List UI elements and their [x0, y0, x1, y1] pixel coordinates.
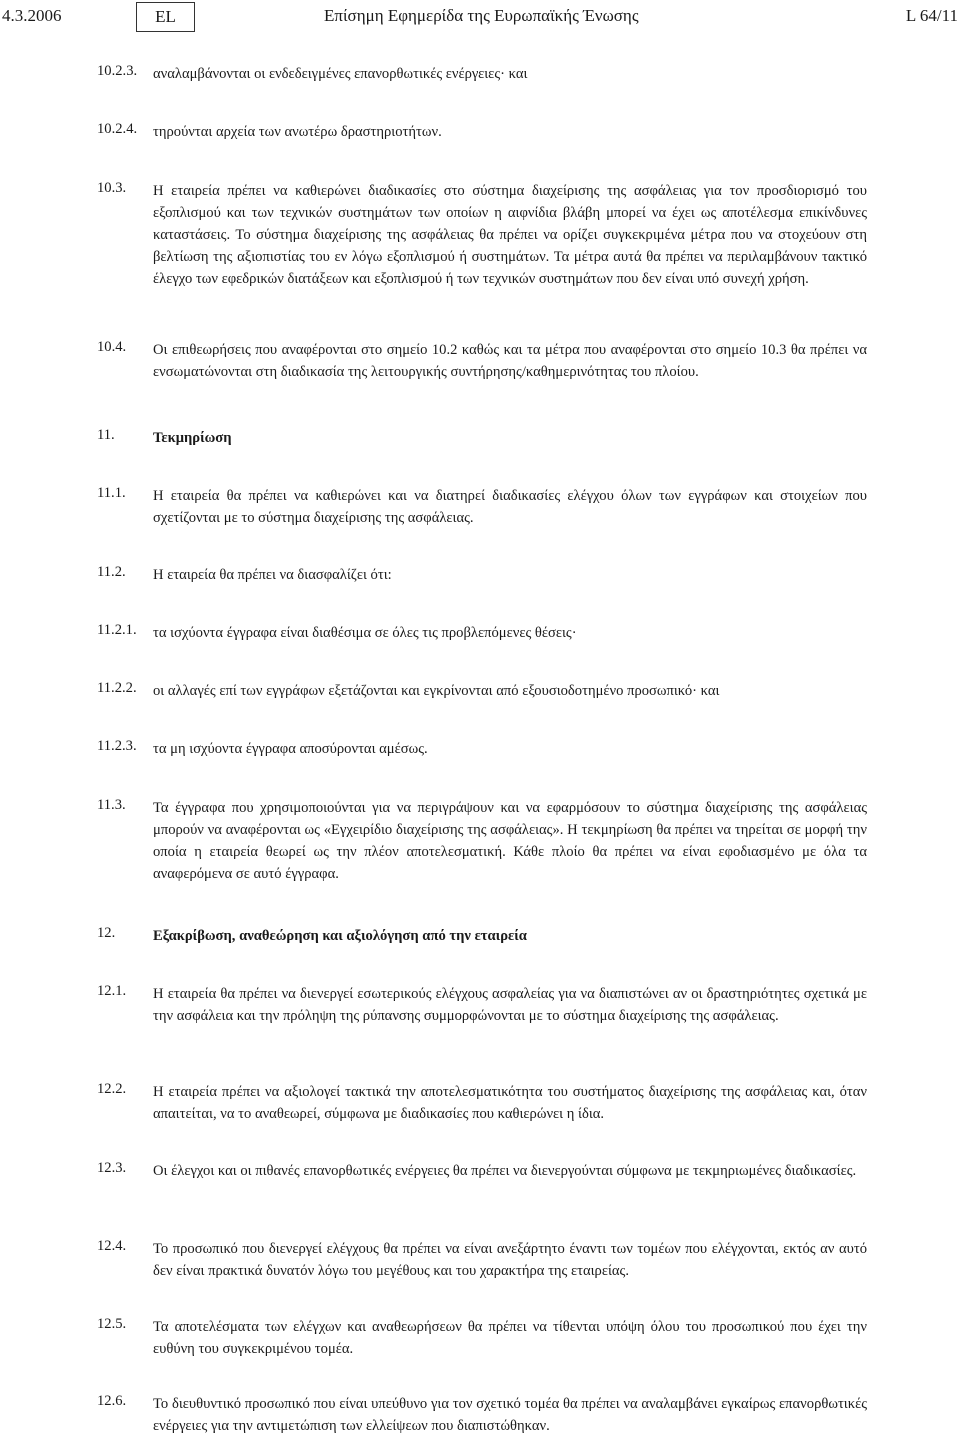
- list-item: [97, 121, 867, 143]
- page-number: L 64/11: [905, 6, 958, 25]
- item-text: Οι επιθεωρήσεις που αναφέρονται στο σημείο 10.2 καθώς και τα μέτρα που αναφέρονται στο σημείο 10.3 θα πρέπει να ενσωματώνονται στη διαδικασία της λειτουργικής συντήρησης/καθημερινότητας του πλοίου.: [153, 342, 867, 380]
- item-number: 11.2.2.: [97, 680, 137, 696]
- list-item: [97, 738, 867, 760]
- item-text: τα ισχύοντα έγγραφα είναι διαθέσιμα σε όλες τις προβλεπόμενες θέσεις·: [153, 625, 577, 641]
- item-number: 11.1.: [97, 485, 126, 501]
- list-item: [97, 797, 867, 885]
- item-text: τα μη ισχύοντα έγγραφα αποσύρονται αμέσως.: [153, 741, 428, 757]
- list-item: [97, 1393, 867, 1437]
- item-number: 11.3.: [97, 797, 126, 813]
- item-text: Τα έγγραφα που χρησιμοποιούνται για να περιγράψουν και να εφαρμόσουν το σύστημα διαχείρισης της ασφάλειας μπορούν να αναφέρονται ως «Εγχειρίδιο διαχείρισης της ασφάλειας». Η τεκμηρίωση θα πρέπει να τηρείται σε μορφή την οποία η εταιρεία θεωρεί ως την πλέον αποτελεσματική. Κάθε πλοίο θα πρέπει να είναι εφοδιασμένο με όλα τα αναφερόμενα σε αυτό έγγραφα.: [153, 800, 867, 882]
- section-heading: [97, 925, 867, 947]
- item-number: 12.6.: [97, 1393, 127, 1409]
- list-item: [97, 63, 867, 85]
- section-title: Εξακρίβωση, αναθεώρηση και αξιολόγηση από την εταιρεία: [153, 928, 527, 944]
- list-item: [97, 1081, 867, 1125]
- journal-title: Επίσημη Εφημερίδα της Ευρωπαϊκής Ένωσης: [324, 6, 639, 25]
- list-item: [97, 1238, 867, 1282]
- item-number: 10.3.: [97, 180, 127, 196]
- publication-date: 4.3.2006: [2, 6, 62, 25]
- item-number: 11.2.1.: [97, 622, 137, 638]
- item-text: Οι έλεγχοι και οι πιθανές επανορθωτικές ενέργειες θα πρέπει να διενεργούνται σύμφωνα με τεκμηριωμένες διαδικασίες.: [153, 1163, 857, 1179]
- item-number: 12.4.: [97, 1238, 127, 1254]
- item-number: 11.2.: [97, 564, 126, 580]
- list-item: [97, 983, 867, 1027]
- item-text: Το προσωπικό που διενεργεί ελέγχους θα πρέπει να είναι ανεξάρτητο έναντι των τομέων που ελέγχονται, εκτός αν αυτό δεν είναι πρακτικά δυνατόν λόγω του μεγέθους και του χαρακτήρα της εταιρείας.: [153, 1241, 867, 1279]
- item-text: Η εταιρεία πρέπει να καθιερώνει διαδικασίες στο σύστημα διαχείρισης της ασφάλειας για τον προσδιορισμό του εξοπλισμού και των τεχνικών συστημάτων των οποίων η αιφνίδια βλάβη μπορεί να έχει ως αποτέλεσμα επικίνδυνες καταστάσεις. Το σύστημα διαχείρισης της ασφάλειας θα πρέπει να ορίζει συγκεκριμένα μέτρα που να στοχεύουν στη βελτίωση της αξιοπιστίας του εν λόγω εξοπλισμού ή συστημάτων. Τα μέτρα αυτά θα πρέπει να περιλαμβάνουν τακτικό έλεγχο των εφεδρικών διατάξεων και εξοπλισμού ή των τεχνικών συστημάτων που δεν είναι υπό συνεχή χρήση.: [153, 183, 867, 287]
- section-heading: [97, 427, 867, 449]
- item-text: τηρούνται αρχεία των ανωτέρω δραστηριοτήτων.: [153, 124, 442, 140]
- list-item: [97, 622, 867, 644]
- item-text: οι αλλαγές επί των εγγράφων εξετάζονται και εγκρίνονται από εξουσιοδοτημένο προσωπικό· και: [153, 683, 720, 699]
- section-number: 11.: [97, 427, 115, 443]
- item-text: αναλαμβάνονται οι ενδεδειγμένες επανορθωτικές ενέργειες· και: [153, 66, 528, 82]
- item-number: 10.2.3.: [97, 63, 138, 79]
- section-number: 12.: [97, 925, 116, 941]
- list-item: [97, 680, 867, 702]
- item-text: Η εταιρεία πρέπει να αξιολογεί τακτικά την αποτελεσματικότητα του συστήματος διαχείρισης της ασφάλειας και, όταν απαιτείται, να το αναθεωρεί, σύμφωνα με διαδικασίες που καθιερώνει η ίδια.: [153, 1084, 867, 1122]
- item-number: 12.1.: [97, 983, 127, 999]
- page-header: [0, 0, 960, 40]
- section-title: Τεκμηρίωση: [153, 430, 232, 446]
- item-number: 10.4.: [97, 339, 127, 355]
- list-item: [97, 1160, 867, 1182]
- item-number: 12.2.: [97, 1081, 127, 1097]
- list-item: [97, 339, 867, 383]
- item-text: Η εταιρεία θα πρέπει να διασφαλίζει ότι:: [153, 567, 392, 583]
- item-number: 12.3.: [97, 1160, 127, 1176]
- item-number: 10.2.4.: [97, 121, 138, 137]
- language-box: EL: [136, 2, 195, 32]
- item-text: Η εταιρεία θα πρέπει να διενεργεί εσωτερικούς ελέγχους ασφαλείας για να διαπιστώνει αν οι δραστηριότητες σχετικά με την ασφάλεια και την πρόληψη της ρύπανσης συμμορφώνονται με το σύστημα διαχείρισης της ασφάλειας.: [153, 986, 867, 1024]
- list-item: [97, 1316, 867, 1360]
- item-text: Το διευθυντικό προσωπικό που είναι υπεύθυνο για τον σχετικό τομέα θα πρέπει να αναλαμβάνει εγκαίρως επανορθωτικές ενέργειες για την αντιμετώπιση των ελλείψεων που διαπιστώθηκαν.: [153, 1396, 867, 1434]
- item-number: 11.2.3.: [97, 738, 137, 754]
- item-number: 12.5.: [97, 1316, 127, 1332]
- list-item: [97, 485, 867, 529]
- item-text: Η εταιρεία θα πρέπει να καθιερώνει και να διατηρεί διαδικασίες ελέγχου όλων των εγγράφων και στοιχείων που σχετίζονται με το σύστημα διαχείρισης της ασφάλειας.: [153, 488, 867, 526]
- list-item: [97, 564, 867, 586]
- list-item: [97, 180, 867, 290]
- item-text: Τα αποτελέσματα των ελέγχων και αναθεωρήσεων θα πρέπει να τίθενται υπόψη όλου του προσωπικού που έχει την ευθύνη του συγκεκριμένου τομέα.: [153, 1319, 867, 1357]
